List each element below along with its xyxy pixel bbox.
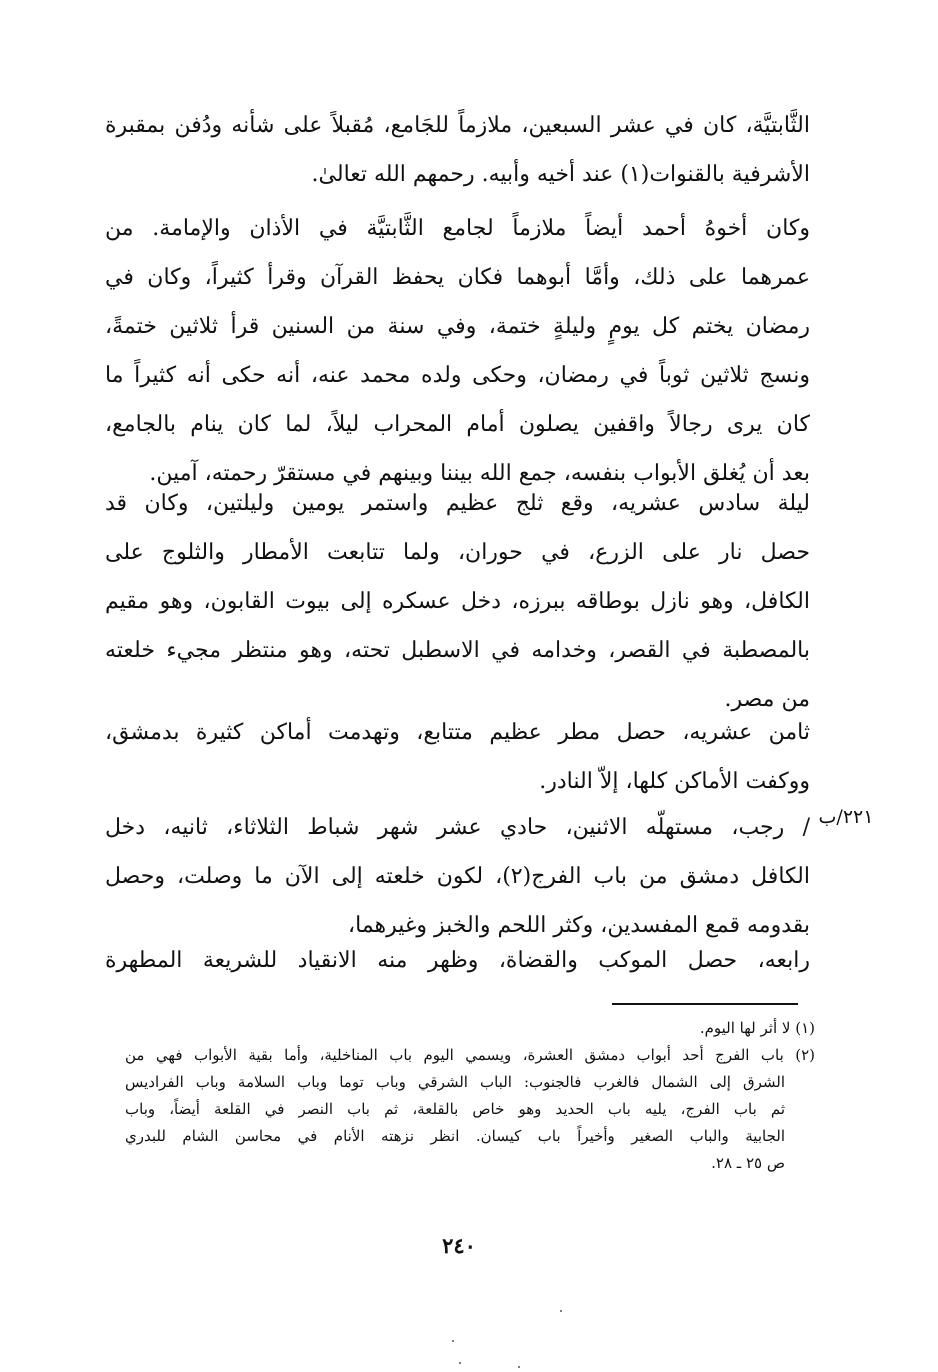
footnote-line: ثم باب الفرج، يليه باب الحديد وهو خاص بالقلعة، ثم باب النصر في القلعة أيضاً، وباب [125,1100,785,1118]
text-line: بعد أن يُغلق الأبواب بنفسه، جمع الله بيننا وبينهم في مستقرّ رحمته، آمين. [149,461,810,486]
scan-speck [560,1310,562,1312]
text-line: ووكفت الأماكن كلها، إلاّ النادر. [539,769,810,794]
footnote-line: ص ٢٥ ـ ٢٨. [711,1154,785,1172]
text-line: وكان أخوهُ أحمد أيضاً ملازماً لجامع الثَّابتيَّة في الأذان والإمامة. من [105,216,810,241]
text-line: الأشرفية بالقنوات(١) عند أخيه وأبيه. رحمهم الله تعالىٰ. [311,162,810,187]
paragraph-6 [105,936,810,985]
paragraph-3 [105,479,810,724]
text-line: بالمصطبة في القصر، وخدامه في الاسطبل تحته، وهو منتظر مجيء خلعته [105,638,810,663]
text-line: كان يرى رجالاً واقفين يصلون أمام المحراب ليلاً، لما كان ينام بالجامع، [105,412,810,437]
paragraph-1 [105,101,810,199]
folio-margin-note: ٢٢١/ب [818,806,874,828]
text-line: بقدومه قمع المفسدين، وكثر اللحم والخبز وغيرهما، [348,913,810,938]
text-line: الكافل دمشق من باب الفرج(٢)، لكون خلعته إلى الآن ما وصلت، وحصل [105,864,810,889]
text-line: الثَّابتيَّة، كان في عشر السبعين، ملازماً للجَامع، مُقبلاً على شأنه ودُفن بمقبرة [105,113,810,138]
paragraph-5 [105,803,810,950]
footnote-line: الشرق إلى الشمال فالغرب فالجنوب: الباب الشرقي وباب توما وباب السلامة وباب الفراديس [125,1073,785,1091]
footnote-line: (١) لا أثر لها اليوم. [699,1019,815,1037]
scan-speck [452,1340,454,1342]
text-line: حصل نار على الزرع، في حوران، ولما تتابعت الأمطار والثلوج على [105,540,810,565]
text-line: / رجب، مستهلّه الاثنين، حادي عشر شهر شباط الثلاثاء، ثانيه، دخل [105,815,810,840]
footnotes [125,1015,815,1177]
text-line: من مصر. [724,687,810,712]
footnote-divider [612,1003,798,1005]
page-number: ٢٤٠ [442,1233,476,1258]
text-line: عمرهما على ذلك، وأمَّا أبوهما فكان يحفظ القرآن وقرأ كثيراً، وكان في [105,265,810,290]
scan-speck [518,1366,520,1368]
text-line: ليلة سادس عشريه، وقع ثلج عظيم واستمر يومين وليلتين، وكان قد [105,491,810,516]
footnote-line: الجابية والباب الصغير وأخيراً باب كيسان. انظر نزهته الأنام في محاسن الشام للبدري [125,1127,785,1145]
paragraph-4 [105,708,810,806]
text-line: رمضان يختم كل يومٍ وليلةٍ ختمة، وفي سنة من السنين قرأ ثلاثين ختمةً، [105,314,810,339]
footnote-line: (٢) باب الفرج أحد أبواب دمشق العشرة، ويسمي اليوم باب المناخلية، وأما بقية الأبواب فهي من [125,1046,815,1064]
scan-speck [459,1362,461,1364]
text-line: ونسج ثلاثين ثوباً في رمضان، وحكى ولده محمد عنه، أنه حكى أنه كثيراً ما [105,363,810,388]
text-line: ثامن عشريه، حصل مطر عظيم متتابع، وتهدمت أماكن كثيرة بدمشق، [105,720,810,745]
footnote-2 [125,1042,815,1177]
paragraph-2 [105,204,810,498]
text-line: رابعه، حصل الموكب والقضاة، وظهر منه الانقياد للشريعة المطهرة [105,948,810,973]
footnote-1 [125,1015,815,1042]
text-line: الكافل، وهو نازل بوطاقه ببرزه، دخل عسكره إلى بيوت القابون، وهو مقيم [105,589,810,614]
